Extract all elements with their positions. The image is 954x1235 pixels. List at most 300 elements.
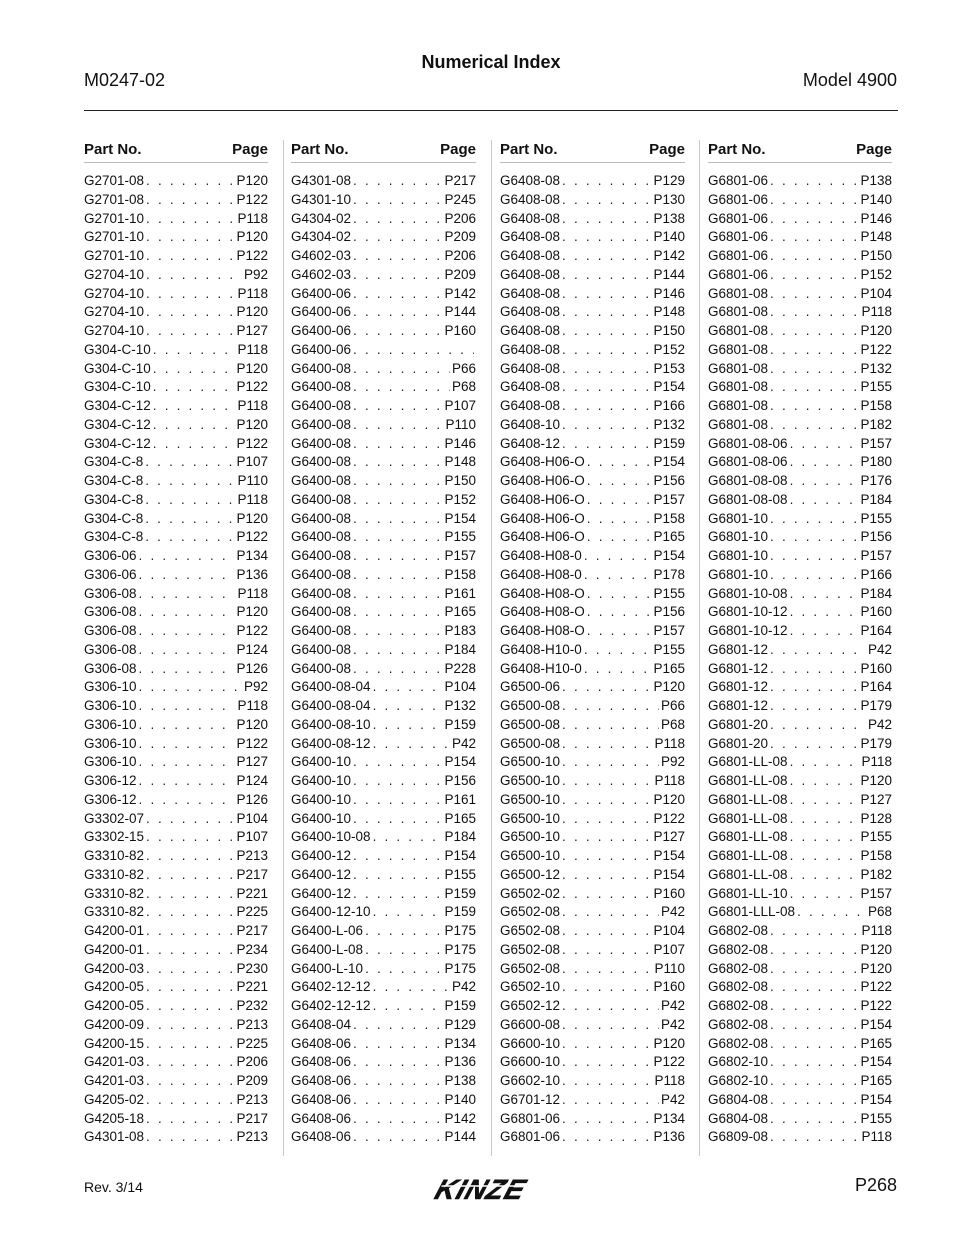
index-row	[708, 586, 892, 605]
index-row	[708, 811, 892, 830]
page-reference: P165	[860, 1073, 892, 1088]
index-row	[708, 623, 892, 642]
part-number: G2704-10	[84, 323, 145, 338]
dot-leader	[146, 1073, 234, 1088]
dot-leader	[145, 454, 234, 469]
index-row	[291, 1017, 476, 1036]
part-number: G6408-08	[500, 229, 561, 245]
page-reference: P118	[654, 735, 685, 751]
part-number: G6802-10	[708, 1054, 769, 1070]
part-number: G6801-10	[708, 510, 769, 526]
index-row	[291, 511, 476, 530]
page-reference: P154	[653, 548, 685, 563]
part-number: G6400-06	[291, 285, 352, 301]
index-row	[291, 342, 476, 361]
part-number: G6502-08	[500, 923, 561, 938]
dot-leader	[790, 773, 859, 788]
part-number: G2701-10	[84, 229, 145, 245]
dot-leader	[562, 754, 659, 769]
index-row	[291, 717, 476, 736]
dot-leader	[373, 717, 443, 732]
index-column-1	[84, 136, 268, 1148]
part-number: G2704-10	[84, 304, 145, 320]
dot-leader	[353, 417, 443, 432]
page-reference: P148	[444, 454, 476, 470]
column-header	[500, 136, 685, 163]
page-reference: P104	[653, 923, 685, 938]
page-reference: P150	[444, 473, 476, 488]
page-reference: P155	[444, 866, 476, 882]
dot-leader	[146, 886, 234, 901]
page-reference: P159	[444, 716, 476, 732]
dot-leader	[790, 604, 859, 619]
index-row	[291, 417, 476, 436]
dot-leader	[562, 679, 651, 694]
index-row	[708, 267, 892, 286]
part-number: G6408-H08-O	[500, 623, 585, 638]
index-row	[708, 961, 892, 980]
page-reference: P155	[860, 829, 892, 845]
page-reference: P120	[653, 679, 685, 695]
dot-leader	[373, 998, 443, 1013]
index-row	[500, 679, 685, 698]
dot-leader	[562, 323, 651, 338]
index-row	[291, 886, 476, 905]
page-reference: P175	[444, 960, 476, 976]
page-reference: P127	[236, 323, 268, 338]
index-row	[500, 1054, 685, 1073]
index-row	[291, 998, 476, 1017]
dot-leader	[353, 848, 442, 863]
page-reference: P157	[653, 623, 685, 638]
index-row	[500, 361, 685, 380]
part-number: G6400-10-08	[291, 829, 371, 845]
index-row	[291, 848, 476, 867]
part-number: G306-08	[84, 641, 137, 657]
part-number: G6408-08	[500, 323, 561, 338]
part-number: G6500-10	[500, 754, 561, 770]
part-number: G6408-08	[500, 341, 561, 357]
part-number: G6400-08-04	[291, 698, 371, 713]
page-reference: P118	[654, 1073, 685, 1088]
dot-leader	[770, 661, 858, 676]
dot-leader	[770, 548, 858, 563]
index-row	[708, 642, 892, 661]
page-reference: P150	[860, 248, 892, 263]
part-number: G4200-05	[84, 998, 145, 1013]
part-number: G306-10	[84, 716, 137, 732]
part-number: G6402-12-12	[291, 998, 371, 1013]
page-reference: P120	[236, 229, 268, 245]
index-row	[291, 1092, 476, 1111]
part-number: G6400-L-08	[291, 941, 364, 957]
part-no-header: Part No.	[708, 140, 766, 158]
dot-leader	[770, 1073, 858, 1088]
page-reference: P234	[236, 941, 268, 957]
dot-leader	[562, 436, 651, 451]
index-row	[708, 792, 892, 811]
part-number: G6400-08	[291, 454, 352, 470]
dot-leader	[139, 717, 235, 732]
model-label: Model 4900	[802, 70, 897, 90]
index-row	[708, 923, 892, 942]
page-reference: P120	[236, 416, 268, 432]
part-number: G6400-08	[291, 379, 352, 395]
dot-leader	[353, 567, 442, 582]
dot-leader	[353, 623, 442, 638]
dot-leader	[790, 586, 859, 601]
part-number: G6400-08	[291, 660, 352, 676]
dot-leader	[790, 454, 859, 469]
dot-leader	[770, 267, 858, 282]
page-reference: P134	[444, 1035, 476, 1051]
page-reference: P132	[653, 416, 685, 432]
index-row	[84, 979, 268, 998]
page-reference: P217	[236, 866, 268, 882]
part-number: G6500-10	[500, 848, 561, 863]
part-number: G6408-H06-O	[500, 491, 585, 507]
part-number: G6400-08	[291, 529, 352, 545]
part-number: G4602-03	[291, 248, 352, 263]
dot-leader	[145, 492, 235, 507]
index-row	[500, 304, 685, 323]
dot-leader	[770, 567, 858, 582]
part-number: G6500-10	[500, 810, 561, 826]
dot-leader	[562, 379, 651, 394]
part-number: G306-12	[84, 773, 137, 788]
part-number: G306-06	[84, 548, 137, 563]
page-reference: P138	[860, 173, 892, 188]
index-row	[708, 192, 892, 211]
dot-leader	[562, 867, 651, 882]
part-number: G6801-10-12	[708, 604, 788, 620]
part-number: G6400-12	[291, 866, 352, 882]
page-reference: P120	[860, 960, 892, 976]
index-row	[84, 248, 268, 267]
index-row	[84, 904, 268, 923]
dot-leader	[562, 848, 651, 863]
dot-leader	[353, 323, 442, 338]
part-number: G6408-H08-O	[500, 585, 585, 601]
page-reference: P153	[653, 360, 685, 376]
dot-leader	[562, 811, 651, 826]
index-row	[500, 642, 685, 661]
index-row	[84, 192, 268, 211]
part-number: G6801-LL-08	[708, 773, 788, 788]
dot-leader	[587, 511, 652, 526]
dot-leader	[353, 1111, 442, 1126]
part-number: G6804-08	[708, 1091, 769, 1107]
page-header: Page	[649, 140, 685, 158]
page-reference: P165	[653, 660, 685, 676]
dot-leader	[146, 867, 234, 882]
part-number: G6801-10-12	[708, 623, 788, 638]
part-number: G2704-10	[84, 285, 145, 301]
dot-leader	[770, 211, 858, 226]
part-number: G6600-08	[500, 1016, 561, 1032]
page-reference: P228	[444, 660, 476, 676]
page-reference: P217	[236, 1110, 268, 1126]
page-reference: P154	[860, 1016, 892, 1032]
part-number: G6802-08	[708, 1016, 769, 1032]
index-row	[291, 1036, 476, 1055]
index-row	[84, 867, 268, 886]
index-row	[291, 811, 476, 830]
dot-leader	[562, 417, 651, 432]
dot-leader	[562, 942, 651, 957]
part-number: G6802-08	[708, 979, 769, 995]
index-row	[500, 792, 685, 811]
index-row	[291, 923, 476, 942]
index-row	[708, 1017, 892, 1036]
page-reference: P110	[237, 473, 268, 488]
page-reference: P154	[653, 379, 685, 395]
page-reference: P68	[660, 716, 685, 732]
part-number: G6408-08	[500, 248, 561, 263]
index-row	[291, 904, 476, 923]
page-reference: P120	[860, 323, 892, 338]
dot-leader	[153, 436, 235, 451]
dot-leader	[153, 417, 235, 432]
part-number: G6802-08	[708, 1035, 769, 1051]
part-number: G6801-08	[708, 323, 769, 338]
index-row	[84, 717, 268, 736]
page-reference: P104	[236, 810, 268, 826]
dot-leader	[562, 698, 659, 713]
part-number: G4205-18	[84, 1110, 145, 1126]
page-reference: P154	[653, 866, 685, 882]
index-row	[291, 623, 476, 642]
dot-leader	[790, 492, 859, 507]
index-row	[84, 173, 268, 192]
part-number: G6801-LL-08	[708, 810, 788, 826]
part-number: G304-C-12	[84, 398, 151, 413]
dot-leader	[562, 1111, 651, 1126]
part-number: G6801-LL-08	[708, 829, 788, 845]
index-row	[708, 473, 892, 492]
page-reference: P221	[236, 885, 268, 901]
dot-leader	[584, 548, 652, 563]
part-number: G4304-02	[291, 229, 352, 245]
part-number: G304-C-10	[84, 379, 151, 395]
dot-leader	[146, 1054, 234, 1069]
dot-leader	[365, 942, 442, 957]
page-reference: P136	[653, 1129, 685, 1145]
page-reference: P206	[236, 1054, 268, 1070]
column-header	[708, 136, 892, 163]
index-row	[708, 661, 892, 680]
index-row	[291, 173, 476, 192]
page-reference: P209	[236, 1073, 268, 1088]
page-reference: P155	[653, 585, 685, 601]
index-row	[84, 679, 268, 698]
part-number: G304-C-8	[84, 491, 144, 507]
dot-leader	[584, 661, 652, 676]
page-reference: P183	[444, 623, 476, 638]
page-reference: P225	[236, 904, 268, 920]
part-number: G306-10	[84, 754, 137, 770]
page-reference: P124	[236, 773, 268, 788]
part-number: G6602-10	[500, 1073, 561, 1088]
index-row	[84, 379, 268, 398]
page-reference: P213	[236, 848, 268, 863]
index-row	[84, 473, 268, 492]
page-reference: P178	[653, 566, 685, 582]
page-reference: P120	[236, 716, 268, 732]
dot-leader	[146, 173, 234, 188]
part-number: G2701-08	[84, 191, 145, 207]
part-number: G6500-06	[500, 679, 561, 695]
index-row	[84, 792, 268, 811]
page-reference: P148	[860, 229, 892, 245]
dot-leader	[373, 979, 450, 994]
page-reference: P118	[237, 285, 268, 301]
dot-leader	[790, 792, 859, 807]
dot-leader	[587, 623, 652, 638]
page-reference: P230	[236, 960, 268, 976]
page-reference: P144	[444, 304, 476, 320]
part-number: G6801-10	[708, 529, 769, 545]
index-row	[708, 567, 892, 586]
part-number: G6801-10	[708, 566, 769, 582]
index-row	[291, 454, 476, 473]
index-row	[500, 904, 685, 923]
dot-leader	[770, 379, 858, 394]
page-reference: P122	[236, 191, 268, 207]
page-reference: P120	[653, 791, 685, 807]
index-row	[84, 304, 268, 323]
page-reference: P156	[860, 529, 892, 545]
part-number: G6408-08	[500, 285, 561, 301]
dot-leader	[562, 1073, 652, 1088]
dot-leader	[139, 679, 242, 694]
index-row	[84, 604, 268, 623]
index-row	[84, 548, 268, 567]
dot-leader	[770, 286, 858, 301]
part-number: G6408-H06-O	[500, 454, 585, 470]
column-divider	[699, 140, 700, 1156]
page-reference: P164	[860, 623, 892, 638]
page-reference: P134	[236, 548, 268, 563]
part-number: G6400-10	[291, 773, 352, 788]
index-row	[291, 642, 476, 661]
index-row	[500, 379, 685, 398]
dot-leader	[562, 979, 651, 994]
index-row	[708, 548, 892, 567]
dot-leader	[146, 323, 234, 338]
page-reference: P156	[653, 473, 685, 488]
column-divider	[491, 140, 492, 1156]
page-reference: P206	[444, 248, 476, 263]
dot-leader	[770, 342, 858, 357]
page-reference: P130	[653, 191, 685, 207]
dot-leader	[770, 1036, 858, 1051]
part-number: G6408-06	[291, 1091, 352, 1107]
part-number: G6400-08	[291, 641, 352, 657]
part-number: G6408-06	[291, 1129, 352, 1145]
index-row	[708, 454, 892, 473]
part-number: G306-06	[84, 566, 137, 582]
part-number: G6400-06	[291, 341, 352, 357]
part-number: G6502-08	[500, 941, 561, 957]
part-number: G6809-08	[708, 1129, 769, 1145]
part-number: G6600-10	[500, 1035, 561, 1051]
index-row	[708, 1092, 892, 1111]
dot-leader	[587, 454, 652, 469]
page-reference: P225	[236, 1035, 268, 1051]
dot-leader	[153, 361, 235, 376]
index-row	[708, 1073, 892, 1092]
part-number: G6408-08	[500, 191, 561, 207]
part-number: G2701-10	[84, 210, 145, 226]
part-number: G3310-82	[84, 848, 145, 863]
part-number: G4301-08	[84, 1129, 145, 1145]
index-row	[291, 229, 476, 248]
index-row	[291, 211, 476, 230]
part-number: G306-10	[84, 735, 137, 751]
page-reference: P155	[653, 641, 685, 657]
index-row	[708, 773, 892, 792]
page-reference: P157	[860, 548, 892, 563]
dot-leader	[770, 942, 858, 957]
document-number: M0247-02	[84, 70, 166, 90]
dot-leader	[587, 473, 652, 488]
dot-leader	[587, 586, 652, 601]
page-reference: P180	[860, 454, 892, 470]
page-reference: P182	[860, 416, 892, 432]
dot-leader	[353, 492, 442, 507]
part-number: G6500-08	[500, 698, 561, 713]
page-reference: P92	[660, 754, 685, 770]
dot-leader	[353, 529, 442, 544]
part-number: G304-C-10	[84, 360, 151, 376]
part-number: G6801-LL-10	[708, 885, 788, 901]
dot-leader	[562, 248, 651, 263]
index-row	[291, 286, 476, 305]
part-number: G3302-07	[84, 810, 145, 826]
dot-leader	[562, 267, 651, 282]
dot-leader	[139, 604, 235, 619]
part-number: G4201-03	[84, 1073, 145, 1088]
dot-leader	[562, 304, 651, 319]
index-row	[291, 829, 476, 848]
part-number: G6801-08-06	[708, 435, 788, 451]
page-reference: P157	[860, 435, 892, 451]
dot-leader	[790, 473, 859, 488]
dot-leader	[146, 1017, 234, 1032]
dot-leader	[770, 998, 858, 1013]
page-reference: P120	[236, 510, 268, 526]
index-row	[291, 529, 476, 548]
part-number: G6400-08	[291, 585, 352, 601]
part-number: G6801-12	[708, 641, 769, 657]
index-row	[84, 811, 268, 830]
page-reference: P127	[653, 829, 685, 845]
page-reference: P42	[451, 735, 476, 751]
index-row	[84, 623, 268, 642]
index-row	[84, 736, 268, 755]
page-reference: P213	[236, 1129, 268, 1145]
part-number: G6400-10	[291, 810, 352, 826]
part-number: G6801-06	[500, 1110, 561, 1126]
dot-leader	[353, 211, 442, 226]
page-reference: P157	[444, 548, 476, 563]
part-number: G6502-02	[500, 885, 561, 901]
part-number: G6408-H08-0	[500, 548, 582, 563]
index-row	[291, 1073, 476, 1092]
part-number: G6400-08	[291, 510, 352, 526]
part-number: G6801-08	[708, 341, 769, 357]
